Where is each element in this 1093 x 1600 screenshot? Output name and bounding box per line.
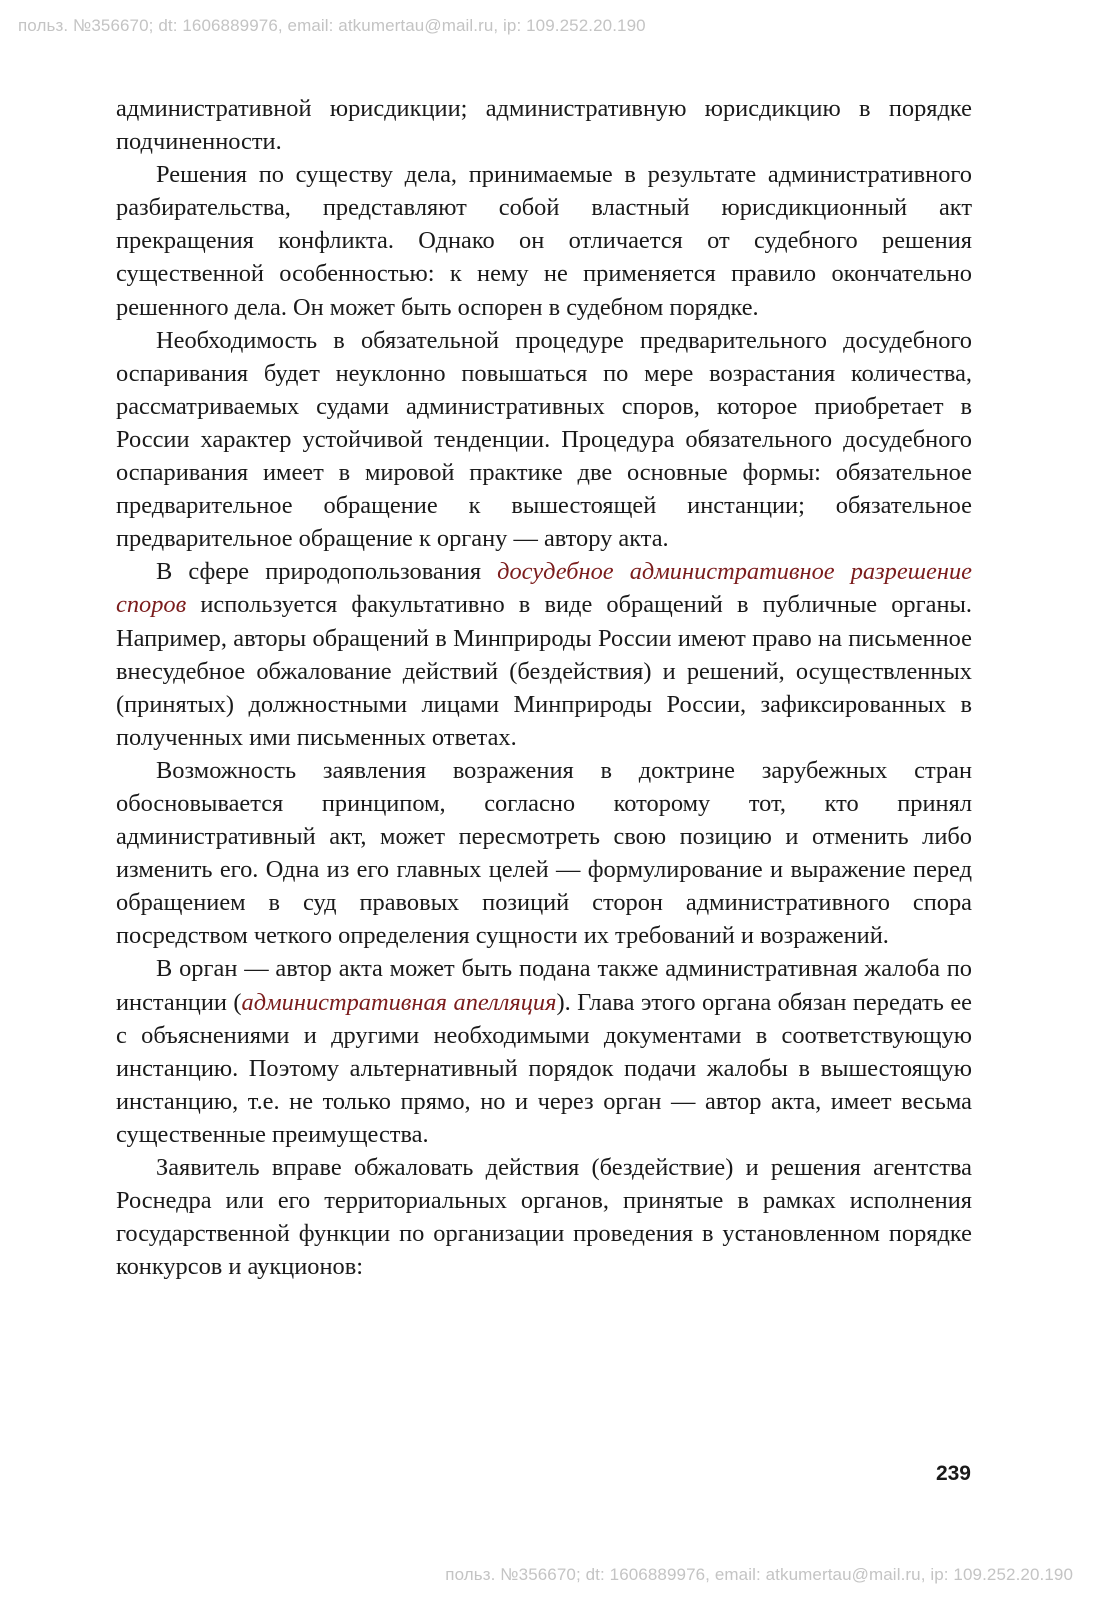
term-dosudebnoe-razreshenie: досудебное административное разрешение споров (116, 558, 972, 619)
paragraph-7: Заявитель вправе обжаловать действия (бездействие) и решения агентства Роснедра или его территориальных органов, принятые в рамках исполнения государственной функции по организации проведения в установленном порядке конкурсов и аукционов: (116, 1154, 972, 1281)
paragraph-6 (116, 952, 972, 1151)
page-body (116, 92, 972, 1283)
paragraph-4 (116, 555, 972, 754)
paragraph-6-lead: В орган — автор акта может быть подана также административная жалоба по инстанции ( (116, 955, 972, 1016)
paragraph-5: Возможность заявления возражения в доктрине зарубежных стран обосновывается принципом, согласно которому тот, кто принял административный акт, может пересмотреть свою позицию и отменить либо изменить его. Одна из его главных целей — формулирование и выражение перед обращением в суд правовых позиций сторон административного спора посредством четкого определения сущности их требований и возражений. (116, 756, 972, 950)
paragraph-6-rest: ). Глава этого органа обязан передать ее с объяснениями и другими необходимыми документами в соответствующую инстанцию. Поэтому альтернативный порядок подачи жалобы в вышестоящую инстанцию, т.е. не только прямо, но и через орган — автор акта, имеет весьма существенные преимущества. (116, 988, 972, 1148)
paragraph-4-rest: используется факультативно в виде обращений в публичные органы. Например, авторы обращений в Минприроды России имеют право на письменное внесудебное обжалование действий (бездействия) и решений, осуществленных (принятых) должностными лицами Минприроды России, зафиксированных в полученных ими письменных ответах. (116, 591, 972, 751)
paragraph-1: административной юрисдикции; административную юрисдикцию в порядке подчиненности. (116, 95, 972, 156)
term-administrativnaya-apellyaciya: административная апелляция (241, 988, 557, 1016)
watermark-bottom: польз. №356670; dt: 1606889976, email: atkumertau@mail.ru, ip: 109.252.20.190 (445, 1565, 1073, 1584)
watermark-top: польз. №356670; dt: 1606889976, email: atkumertau@mail.ru, ip: 109.252.20.190 (18, 16, 646, 35)
page-number: 239 (935, 1462, 971, 1485)
paragraph-2: Решения по существу дела, принимаемые в результате административного разбирательства, представляют собой властный юрисдикционный акт прекращения конфликта. Однако он отличается от судебного решения существенной особенностью: к нему не применяется правило окончательно решенного дела. Он может быть оспорен в судебном порядке. (116, 161, 972, 321)
paragraph-3: Необходимость в обязательной процедуре предварительного досудебного оспаривания будет неуклонно повышаться по мере возрастания количества, рассматриваемых судами административных споров, которое приобретает в России характер устойчивой тенденции. Процедура обязательного досудебного оспаривания имеет в мировой практике две основные формы: обязательное предварительное обращение к вышестоящей инстанции; обязательное предварительное обращение к органу — автору акта. (116, 326, 972, 553)
paragraph-4-lead: В сфере природопользования (156, 558, 498, 586)
